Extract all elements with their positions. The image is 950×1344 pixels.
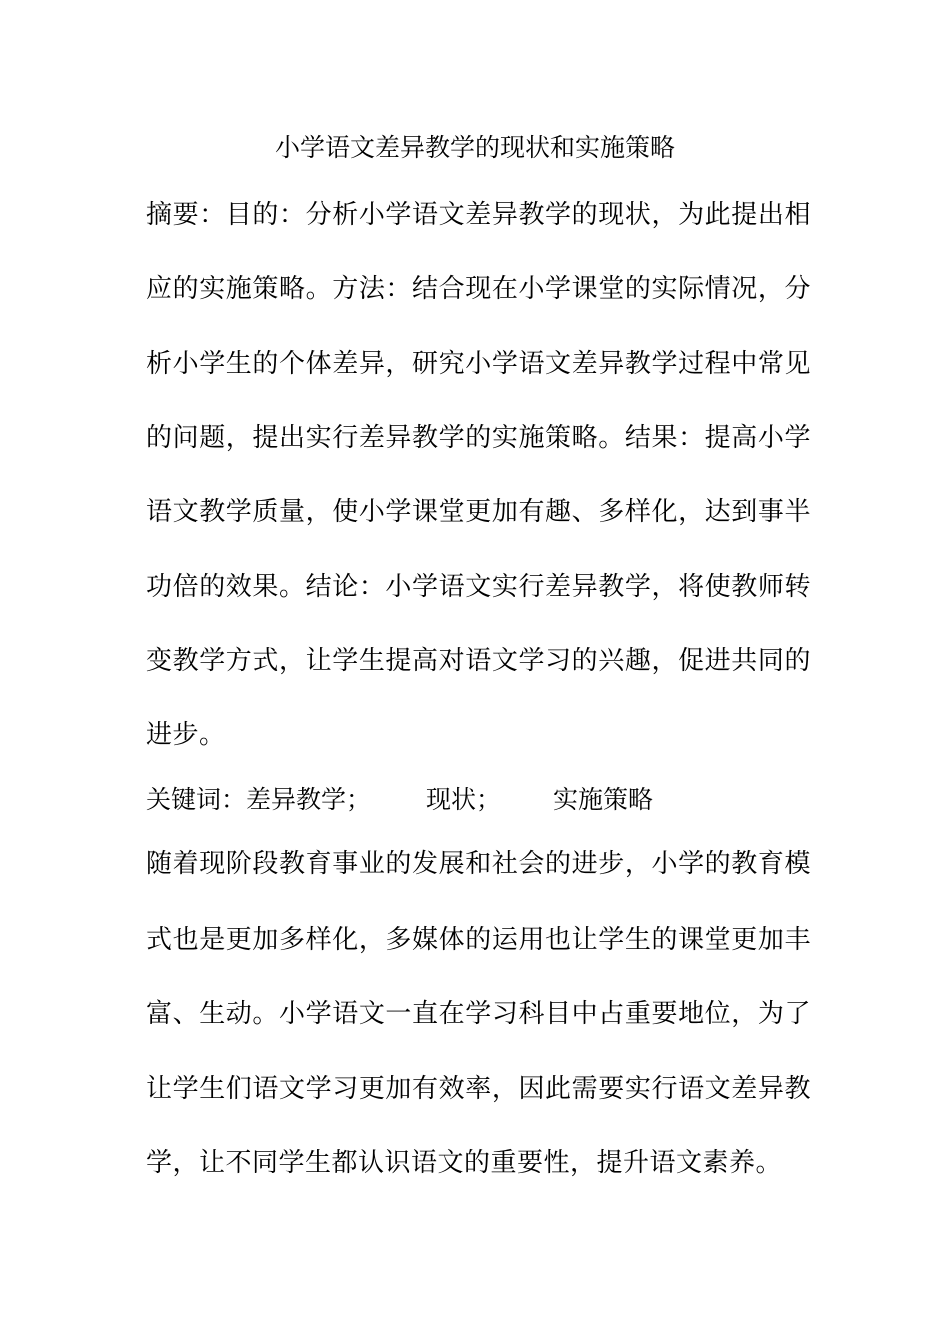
body-line: 富、生动。小学语文一直在学习科目中占重要地位，为了 [146, 999, 811, 1029]
body-line: 让学生们语文学习更加有效率，因此需要实行语文差异教 [146, 1074, 811, 1104]
abstract-line: 应的实施策略。方法：结合现在小学课堂的实际情况，分 [146, 274, 811, 304]
document-title: 小学语文差异教学的现状和实施策略 [274, 133, 675, 162]
keyword-item: 实施策略 [553, 785, 654, 814]
abstract-line: 语文教学质量，使小学课堂更加有趣、多样化，达到事半 [146, 497, 811, 527]
abstract-line: 析小学生的个体差异，研究小学语文差异教学过程中常见 [146, 349, 811, 379]
body-line: 式也是更加多样化，多媒体的运用也让学生的课堂更加丰 [146, 925, 811, 955]
abstract-line: 摘要：目的：分析小学语文差异教学的现状，为此提出相 [146, 200, 811, 230]
abstract-line: 的问题，提出实行差异教学的实施策略。结果：提高小学 [146, 423, 811, 453]
abstract-line: 进步。 [146, 720, 226, 750]
body-line: 随着现阶段教育事业的发展和社会的进步，小学的教育模 [146, 849, 811, 879]
abstract-line: 变教学方式，让学生提高对语文学习的兴趣，促进共同的 [146, 646, 811, 676]
keyword-item: 差异教学； [246, 785, 372, 814]
abstract-line: 功倍的效果。结论：小学语文实行差异教学，将使教师转 [146, 572, 811, 602]
body-line: 学，让不同学生都认识语文的重要性，提升语文素养。 [146, 1148, 783, 1178]
keyword-item: 现状； [426, 785, 502, 814]
keywords-label: 关键词： [146, 785, 247, 814]
